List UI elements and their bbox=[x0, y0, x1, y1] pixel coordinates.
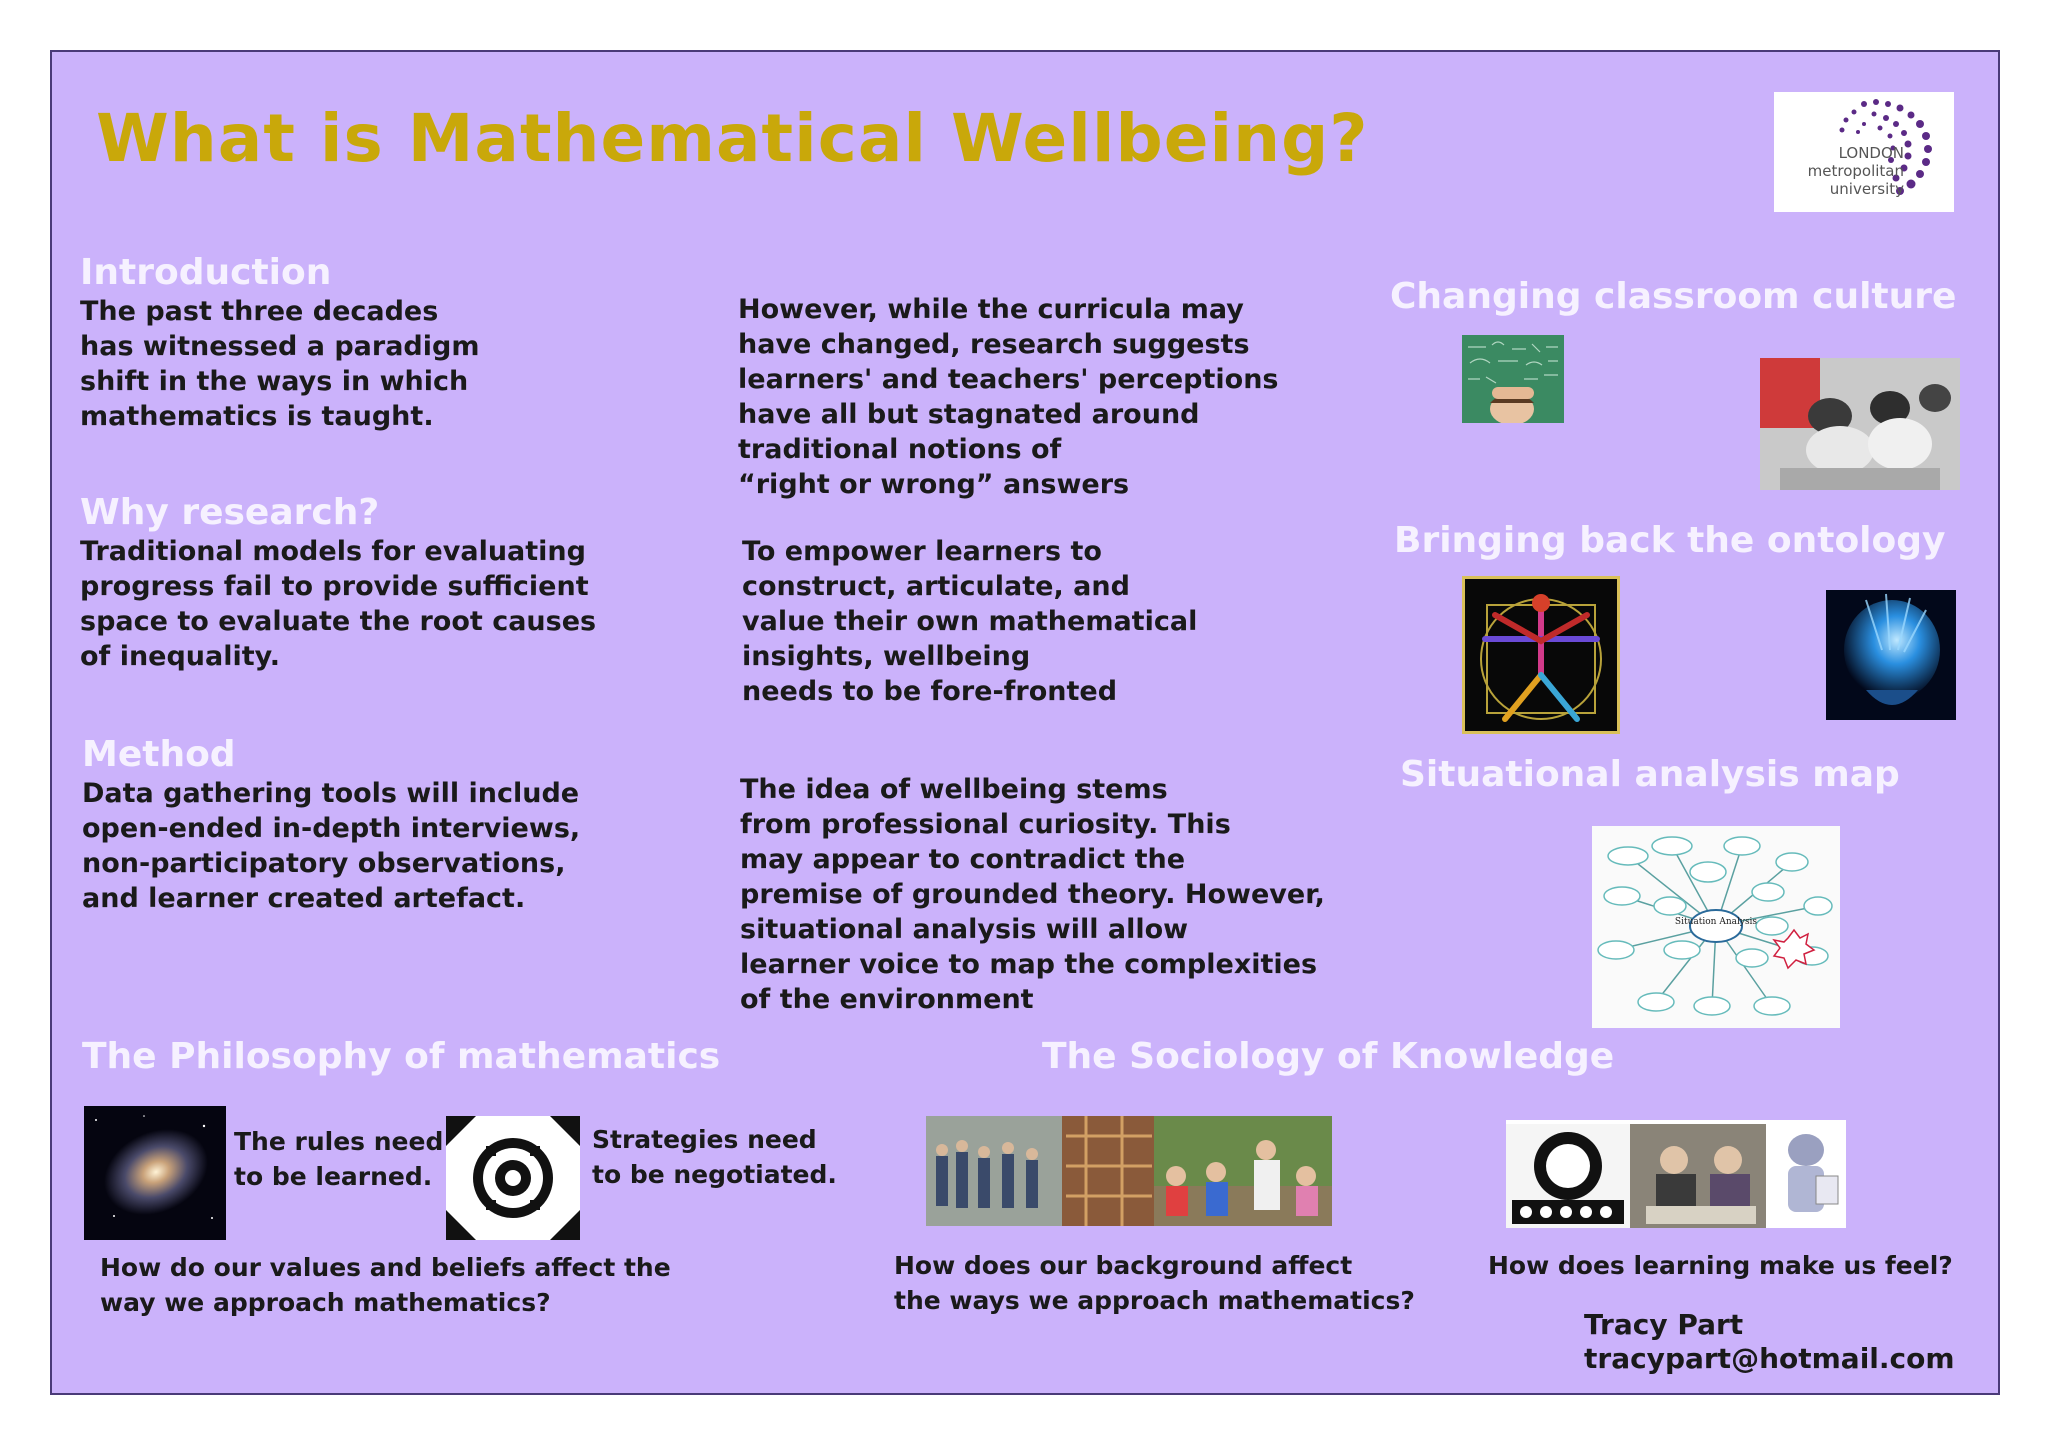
middle-paragraph-1: However, while the curricula may have changed, research suggests learners' and teachers' perceptions have all but stagnated around traditional notions of “right or wrong” answers bbox=[738, 294, 1279, 500]
logo-line-3: university bbox=[1829, 180, 1904, 198]
situational-map-heading: Situational analysis map bbox=[1400, 754, 1900, 795]
ontology-heading: Bringing back the ontology bbox=[1394, 520, 1946, 561]
logo-line-1: LONDON bbox=[1838, 144, 1904, 162]
author-name: Tracy Part bbox=[1584, 1308, 1744, 1341]
rules-text: The rules need to be learned. bbox=[234, 1127, 444, 1191]
logo-text bbox=[1774, 144, 1904, 198]
university-logo bbox=[1774, 92, 1954, 212]
situational-analysis-map-image bbox=[1592, 826, 1840, 1028]
philosophy-heading: The Philosophy of mathematics bbox=[82, 1036, 721, 1077]
why-research-heading: Why research? bbox=[80, 492, 380, 533]
poster-title: What is Mathematical Wellbeing? bbox=[96, 100, 1369, 177]
philosophy-question: How do our values and beliefs affect the way we approach mathematics? bbox=[100, 1253, 671, 1317]
author-email[interactable]: tracypart@hotmail.com bbox=[1584, 1342, 1955, 1375]
feelings-question: How does learning make us feel? bbox=[1488, 1251, 1953, 1280]
poster bbox=[50, 50, 2000, 1395]
method-heading: Method bbox=[82, 734, 236, 775]
why-research-text: Traditional models for evaluating progress fail to provide sufficient space to evaluate the root causes of inequality. bbox=[80, 536, 597, 672]
chalkboard-thinker-image bbox=[1462, 335, 1564, 423]
method-text: Data gathering tools will include open-ended in-depth interviews, non-participatory observations, and learner created artefact. bbox=[82, 778, 581, 914]
glowing-head-image bbox=[1826, 590, 1956, 720]
map-center-label: Situation Analysis bbox=[1674, 917, 1758, 927]
society-collage-image bbox=[926, 1116, 1332, 1226]
middle-paragraph-2: To empower learners to construct, articulate, and value their own mathematical insights, wellbeing needs to be fore-fronted bbox=[742, 536, 1198, 707]
vitruvian-figure-image bbox=[1462, 576, 1620, 734]
escher-pattern-image bbox=[446, 1116, 580, 1240]
strategies-text: Strategies need to be negotiated. bbox=[592, 1125, 837, 1189]
introduction-heading: Introduction bbox=[80, 252, 332, 293]
middle-paragraph-3: The idea of wellbeing stems from professional curiosity. This may appear to contradict the premise of grounded theory. However, situational analysis will allow learner voice to map the complexities of the environment bbox=[740, 774, 1325, 1015]
children-on-floor-image bbox=[1760, 358, 1960, 490]
logo-line-2: metropolitan bbox=[1807, 162, 1904, 180]
feelings-collage-image bbox=[1506, 1120, 1846, 1228]
background-question: How does our background affect the ways we approach mathematics? bbox=[894, 1251, 1415, 1315]
galaxy-image bbox=[84, 1106, 226, 1240]
sociology-heading: The Sociology of Knowledge bbox=[1042, 1036, 1615, 1077]
introduction-text: The past three decades has witnessed a paradigm shift in the ways in which mathematics is taught. bbox=[80, 296, 480, 432]
classroom-culture-heading: Changing classroom culture bbox=[1390, 276, 1957, 317]
